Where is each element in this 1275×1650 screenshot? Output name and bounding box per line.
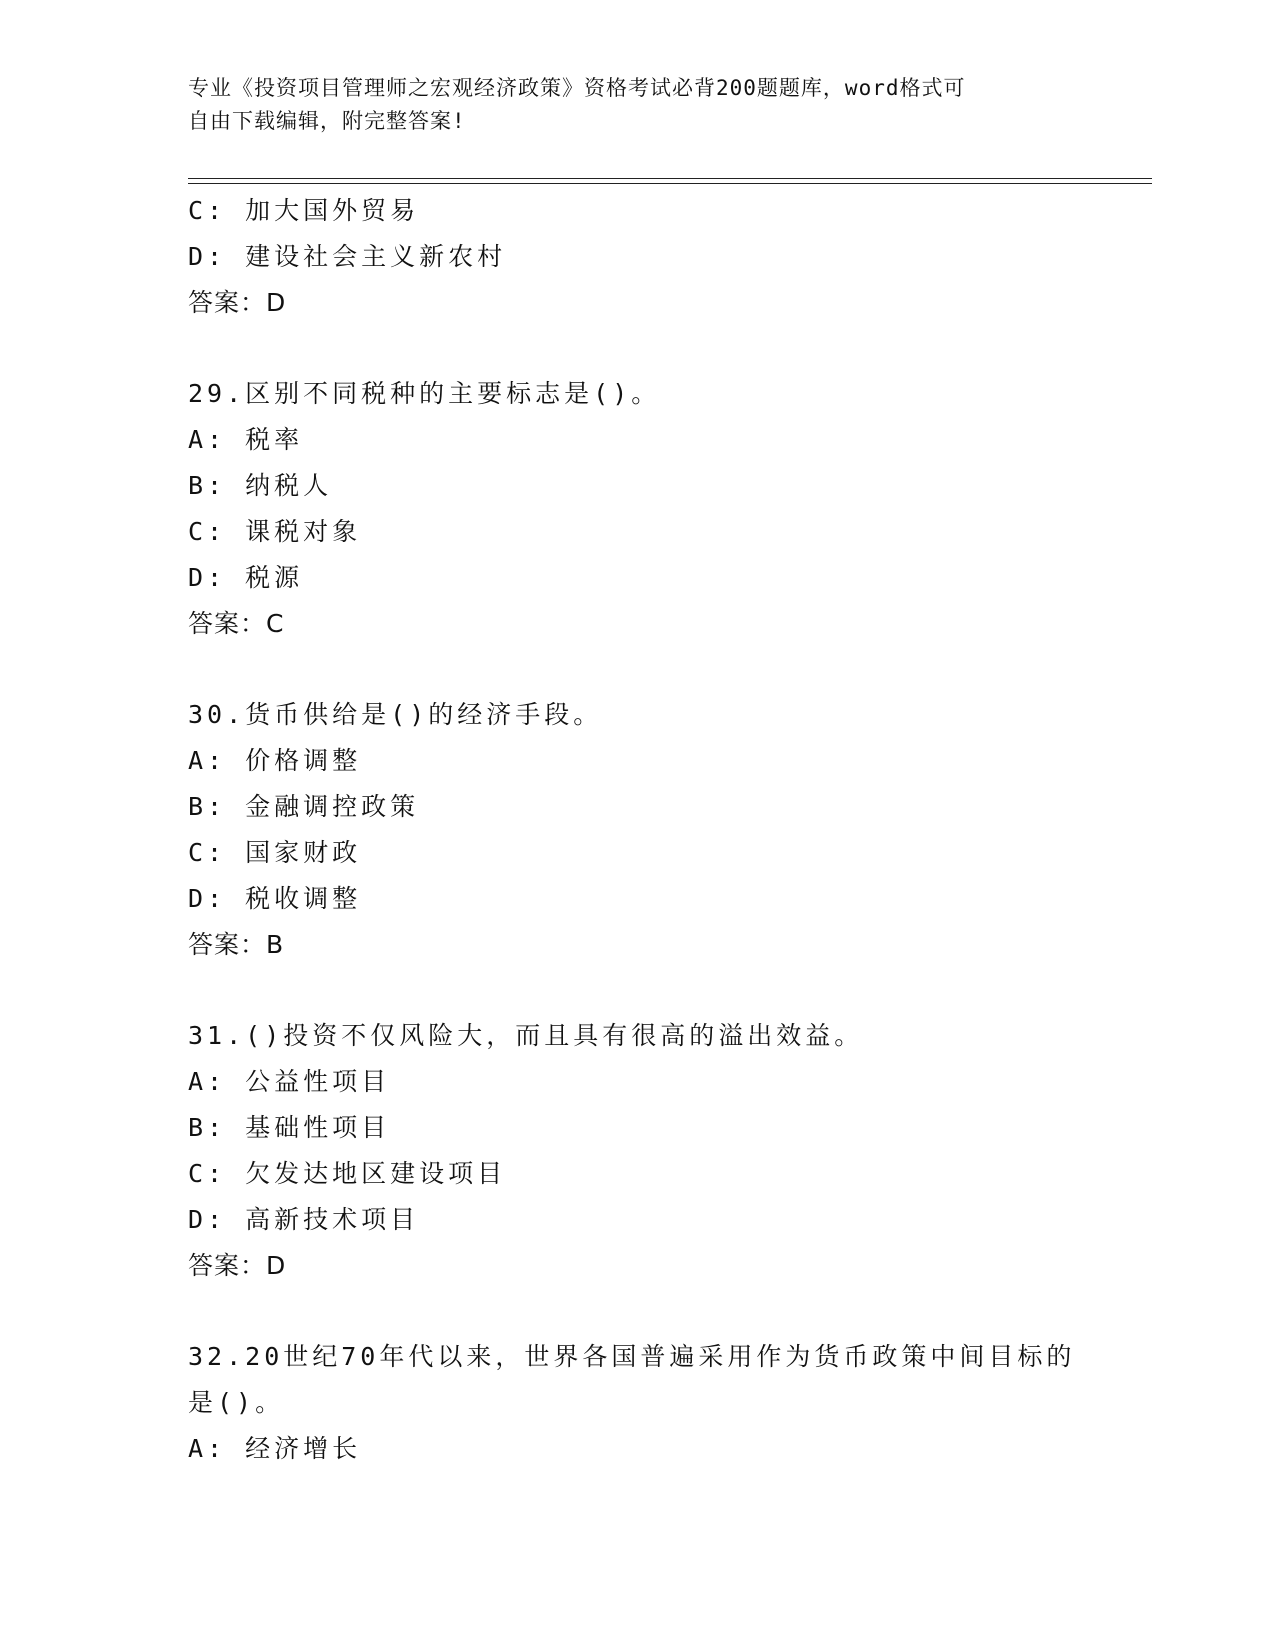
option-c: C: 加大国外贸易 (188, 196, 420, 225)
answer: 答案：D (188, 288, 287, 317)
answer: 答案：D (188, 1251, 287, 1280)
option-a: A: 经济增长 (188, 1434, 362, 1463)
question-stem (188, 1334, 1076, 1426)
question-stem-line-1: 32.20世纪70年代以来，世界各国普遍采用作为货币政策中间目标的 (188, 1342, 1076, 1371)
option-d: D: 税收调整 (188, 884, 362, 913)
spacer (188, 1289, 1088, 1334)
question-stem: 29.区别不同税种的主要标志是()。 (188, 379, 661, 408)
header-line-2: 自由下载编辑，附完整答案! (188, 109, 466, 133)
spacer (188, 326, 1088, 371)
option-d: D: 税源 (188, 563, 304, 592)
option-c: C: 国家财政 (188, 838, 362, 867)
option-b: B: 纳税人 (188, 471, 333, 500)
answer: 答案：C (188, 609, 285, 638)
option-c: C: 课税对象 (188, 517, 362, 546)
option-a: A: 价格调整 (188, 746, 362, 775)
answer: 答案：B (188, 930, 285, 959)
header-rule-top (188, 178, 1152, 179)
question-stem: 30.货币供给是()的经济手段。 (188, 700, 603, 729)
option-c: C: 欠发达地区建设项目 (188, 1159, 507, 1188)
question-stem: 31.()投资不仅风险大，而且具有很高的溢出效益。 (188, 1021, 864, 1050)
option-a: A: 公益性项目 (188, 1067, 391, 1096)
option-b: B: 基础性项目 (188, 1113, 391, 1142)
option-a: A: 税率 (188, 425, 304, 454)
header-rule-bottom (188, 183, 1152, 184)
document-header (188, 72, 1068, 138)
spacer (188, 647, 1088, 692)
question-list (188, 188, 1088, 1472)
question-stem-line-2: 是()。 (188, 1388, 285, 1417)
option-d: D: 高新技术项目 (188, 1205, 420, 1234)
header-line-1: 专业《投资项目管理师之宏观经济政策》资格考试必背200题题库，word格式可 (188, 76, 966, 100)
option-d: D: 建设社会主义新农村 (188, 242, 507, 271)
spacer (188, 968, 1088, 1013)
option-b: B: 金融调控政策 (188, 792, 420, 821)
